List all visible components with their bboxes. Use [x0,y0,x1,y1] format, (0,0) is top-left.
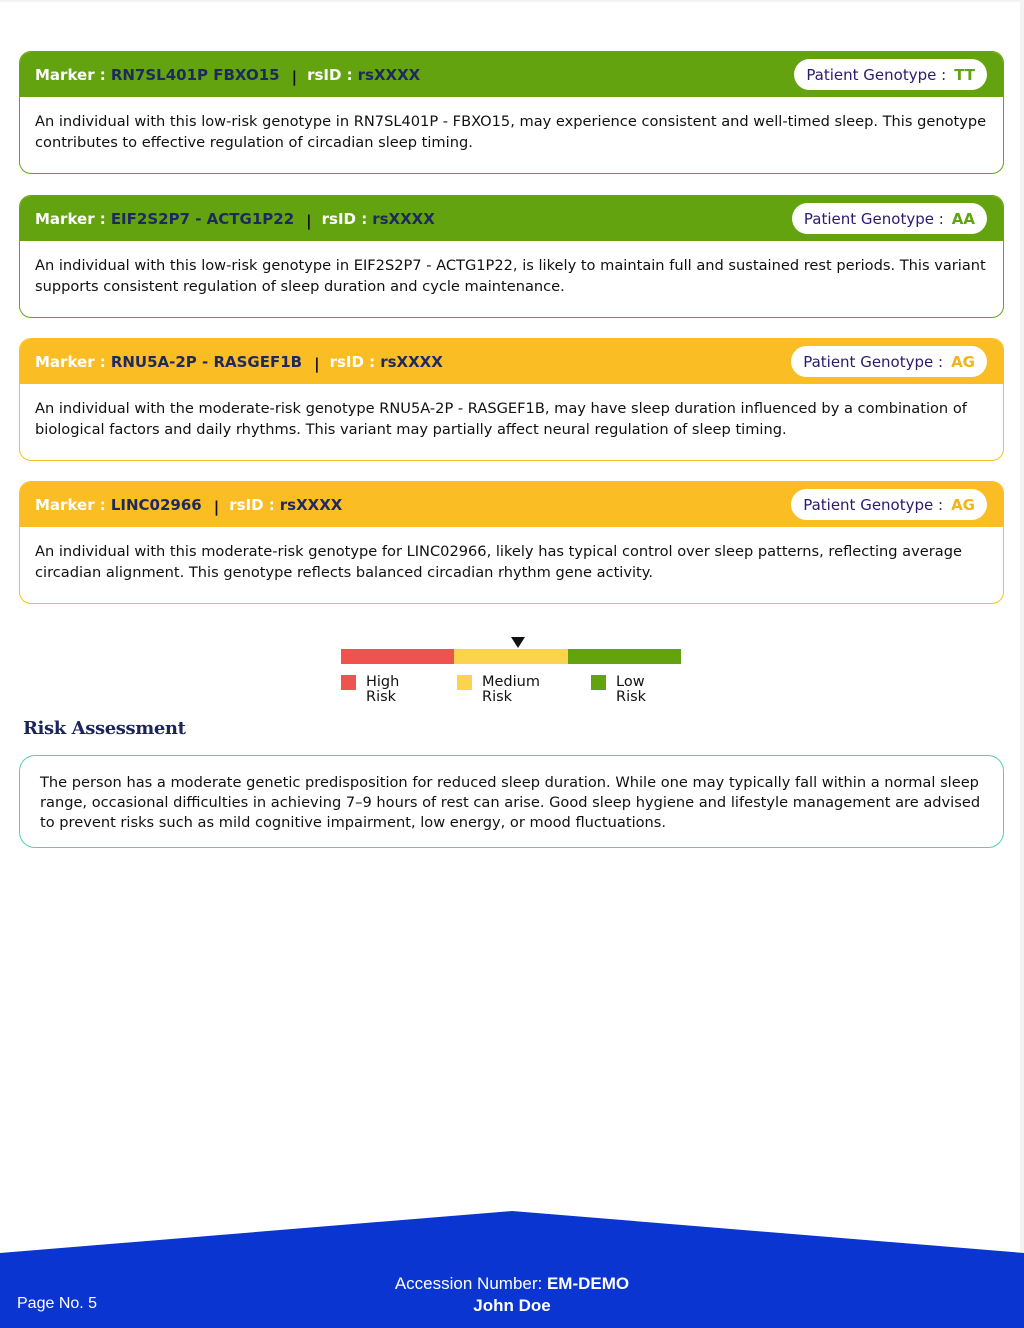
marker-card-header [20,52,1003,97]
risk-bar-high [341,649,454,664]
separator: | [306,211,312,230]
risk-bar [341,649,681,664]
legend-label: Low [616,674,645,690]
risk-assessment-title: Risk Assessment [23,718,186,739]
genotype-label: Patient Genotype : [806,65,947,84]
legend-label: Risk [366,689,397,705]
legend-swatch-medium [457,675,472,690]
marker-name: RNU5A-2P - RASGEF1B [110,352,303,371]
risk-bar-medium [454,649,567,664]
separator: | [213,497,220,516]
marker-label: Marker : [35,65,106,84]
page-right-edge [1020,0,1024,1328]
genotype-badge [791,489,987,520]
marker-card [19,481,1004,604]
risk-assessment-text: The person has a moderate genetic predisposition for reduced sleep duration. While one may typically fall within a normal sleep range, occasional difficulties in achieving 7–9 hours of rest can arise. Good sleep hygiene and lifestyle management are advised to prevent risks such as mild cognitive impairment, low energy, or mood fluctuations. [19,755,1004,848]
genotype-value: AG [951,352,975,371]
marker-description: An individual with this low-risk genotype in RN7SL401P - FBXO15, may experience consistent and well-timed sleep. This genotype contributes to effective regulation of circadian sleep timing. [35,113,987,151]
legend-swatch-low [591,675,606,690]
genotype-label: Patient Genotype : [803,352,944,371]
legend-low-risk [591,675,646,705]
patient-name: John Doe [473,1296,551,1315]
genotype-value: AG [951,495,975,514]
page-number: Page No. 5 [17,1295,98,1312]
marker-label: Marker : [35,209,106,228]
marker-card [19,338,1004,461]
rsid-label: rsID : [321,209,368,228]
marker-description: An individual with this moderate-risk genotype for LINC02966, likely has typical control over sleep patterns, reflecting average circadian alignment. This genotype reflects balanced circadian rhythm gene activity. [35,543,962,581]
rsid-value: rsXXXX [380,352,443,371]
genotype-badge [791,346,987,377]
genotype-value: TT [954,65,975,84]
separator: | [314,354,320,373]
marker-label: Marker : [35,495,106,514]
genotype-label: Patient Genotype : [803,495,944,514]
marker-card [19,195,1004,318]
genotype-badge [792,203,987,234]
rsid-label: rsID : [307,65,353,84]
legend-medium-risk [457,675,540,705]
legend-label: High [366,674,400,690]
legend-label: Risk [616,689,647,705]
marker-card-header [20,482,1003,527]
marker-name: EIF2S2P7 - ACTG1P22 [110,209,295,228]
marker-name: RN7SL401P FBXO15 [110,65,280,84]
marker-card-header [20,196,1003,241]
page-top-edge [0,0,1024,2]
marker-label: Marker : [35,352,106,371]
genotype-badge [794,59,987,90]
rsid-value: rsXXXX [372,209,435,228]
accession-value: EM-DEMO [546,1274,630,1293]
legend-label: Medium [482,674,540,690]
footer-info [0,1273,1024,1317]
legend-high-risk [341,675,399,705]
risk-bar-low [568,649,681,664]
accession-label: Accession Number: [394,1274,543,1293]
legend-label: Risk [482,689,513,705]
risk-indicator-arrow-icon [511,637,525,648]
genotype-label: Patient Genotype : [803,209,944,228]
marker-card-header [20,339,1003,384]
rsid-value: rsXXXX [357,65,421,84]
marker-name: LINC02966 [110,495,202,514]
rsid-label: rsID : [229,495,275,514]
separator: | [291,67,298,86]
legend-swatch-high [341,675,356,690]
marker-card [19,51,1004,174]
rsid-value: rsXXXX [279,495,343,514]
rsid-label: rsID : [329,352,376,371]
marker-description: An individual with the moderate-risk genotype RNU5A-2P - RASGEF1B, may have sleep duration influenced by a combination of biological factors and daily rhythms. This variant may partially affect neural regulation of sleep timing. [35,400,967,438]
marker-description: An individual with this low-risk genotype in EIF2S2P7 - ACTG1P22, is likely to maintain full and sustained rest periods. This variant supports consistent regulation of sleep duration and cycle maintenance. [35,257,986,295]
genotype-value: AA [951,209,975,228]
